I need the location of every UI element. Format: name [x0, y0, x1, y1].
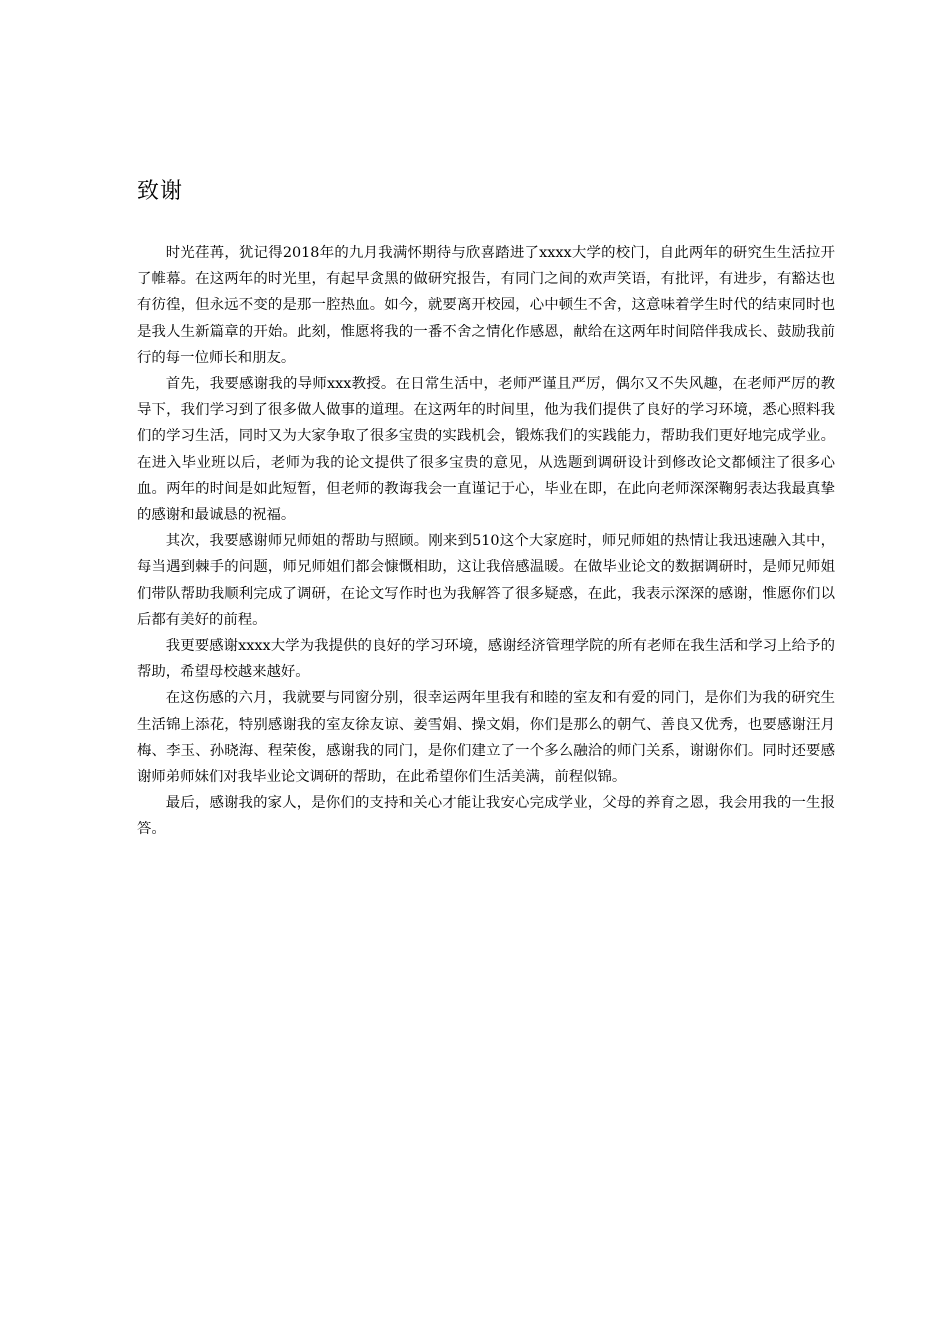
body-text [137, 240, 835, 843]
page-title: 致谢 [137, 179, 184, 204]
paragraph-1: 时光荏苒，犹记得2018年的九月我满怀期待与欣喜踏进了xxxx大学的校门，自此两年的研究生生活拉开了帷幕。在这两年的时光里，有起早贪黑的做研究报告，有同门之间的欢声笑语，有批评，有进步，有豁达也有彷徨，但永远不变的是那一腔热血。如今，就要离开校园，心中顿生不舍，这意味着学生时代的结束同时也是我人生新篇章的开始。此刻，惟愿将我的一番不舍之情化作感恩，献给在这两年时间陪伴我成长、鼓励我前行的每一位师长和朋友。 [137, 245, 835, 366]
paragraph-2: 首先，我要感谢我的导师xxx教授。在日常生活中，老师严谨且严厉，偶尔又不失风趣，在老师严厉的教导下，我们学习到了很多做人做事的道理。在这两年的时间里，他为我们提供了良好的学习环境，悉心照料我们的学习生活，同时又为大家争取了很多宝贵的实践机会，锻炼我们的实践能力，帮助我们更好地完成学业。在进入毕业班以后，老师为我的论文提供了很多宝贵的意见，从选题到调研设计到修改论文都倾注了很多心血。两年的时间是如此短暂，但老师的教诲我会一直谨记于心，毕业在即，在此向老师深深鞠躬表达我最真挚的感谢和最诚恳的祝福。 [137, 376, 835, 524]
paragraph-5: 在这伤感的六月，我就要与同窗分别，很幸运两年里我有和睦的室友和有爱的同门，是你们为我的研究生生活锦上添花，特别感谢我的室友徐友谅、姜雪娟、操文娟，你们是那么的朝气、善良又优秀，也要感谢汪月梅、李玉、孙晓海、程荣俊，感谢我的同门，是你们建立了一个多么融洽的师门关系，谢谢你们。同时还要感谢师弟师妹们对我毕业论文调研的帮助，在此希望你们生活美满，前程似锦。 [137, 690, 835, 786]
paragraph-3: 其次，我要感谢师兄师姐的帮助与照顾。刚来到510这个大家庭时，师兄师姐的热情让我迅速融入其中，每当遇到棘手的问题，师兄师姐们都会慷慨相助，这让我倍感温暖。在做毕业论文的数据调研时，是师兄师姐们带队帮助我顺利完成了调研，在论文写作时也为我解答了很多疑惑，在此，我表示深深的感谢，惟愿你们以后都有美好的前程。 [137, 533, 835, 628]
paragraph-4: 我更要感谢xxxx大学为我提供的良好的学习环境，感谢经济管理学院的所有老师在我生活和学习上给予的帮助，希望母校越来越好。 [137, 638, 835, 681]
paragraph-6: 最后，感谢我的家人，是你们的支持和关心才能让我安心完成学业，父母的养育之恩，我会用我的一生报答。 [137, 795, 835, 838]
